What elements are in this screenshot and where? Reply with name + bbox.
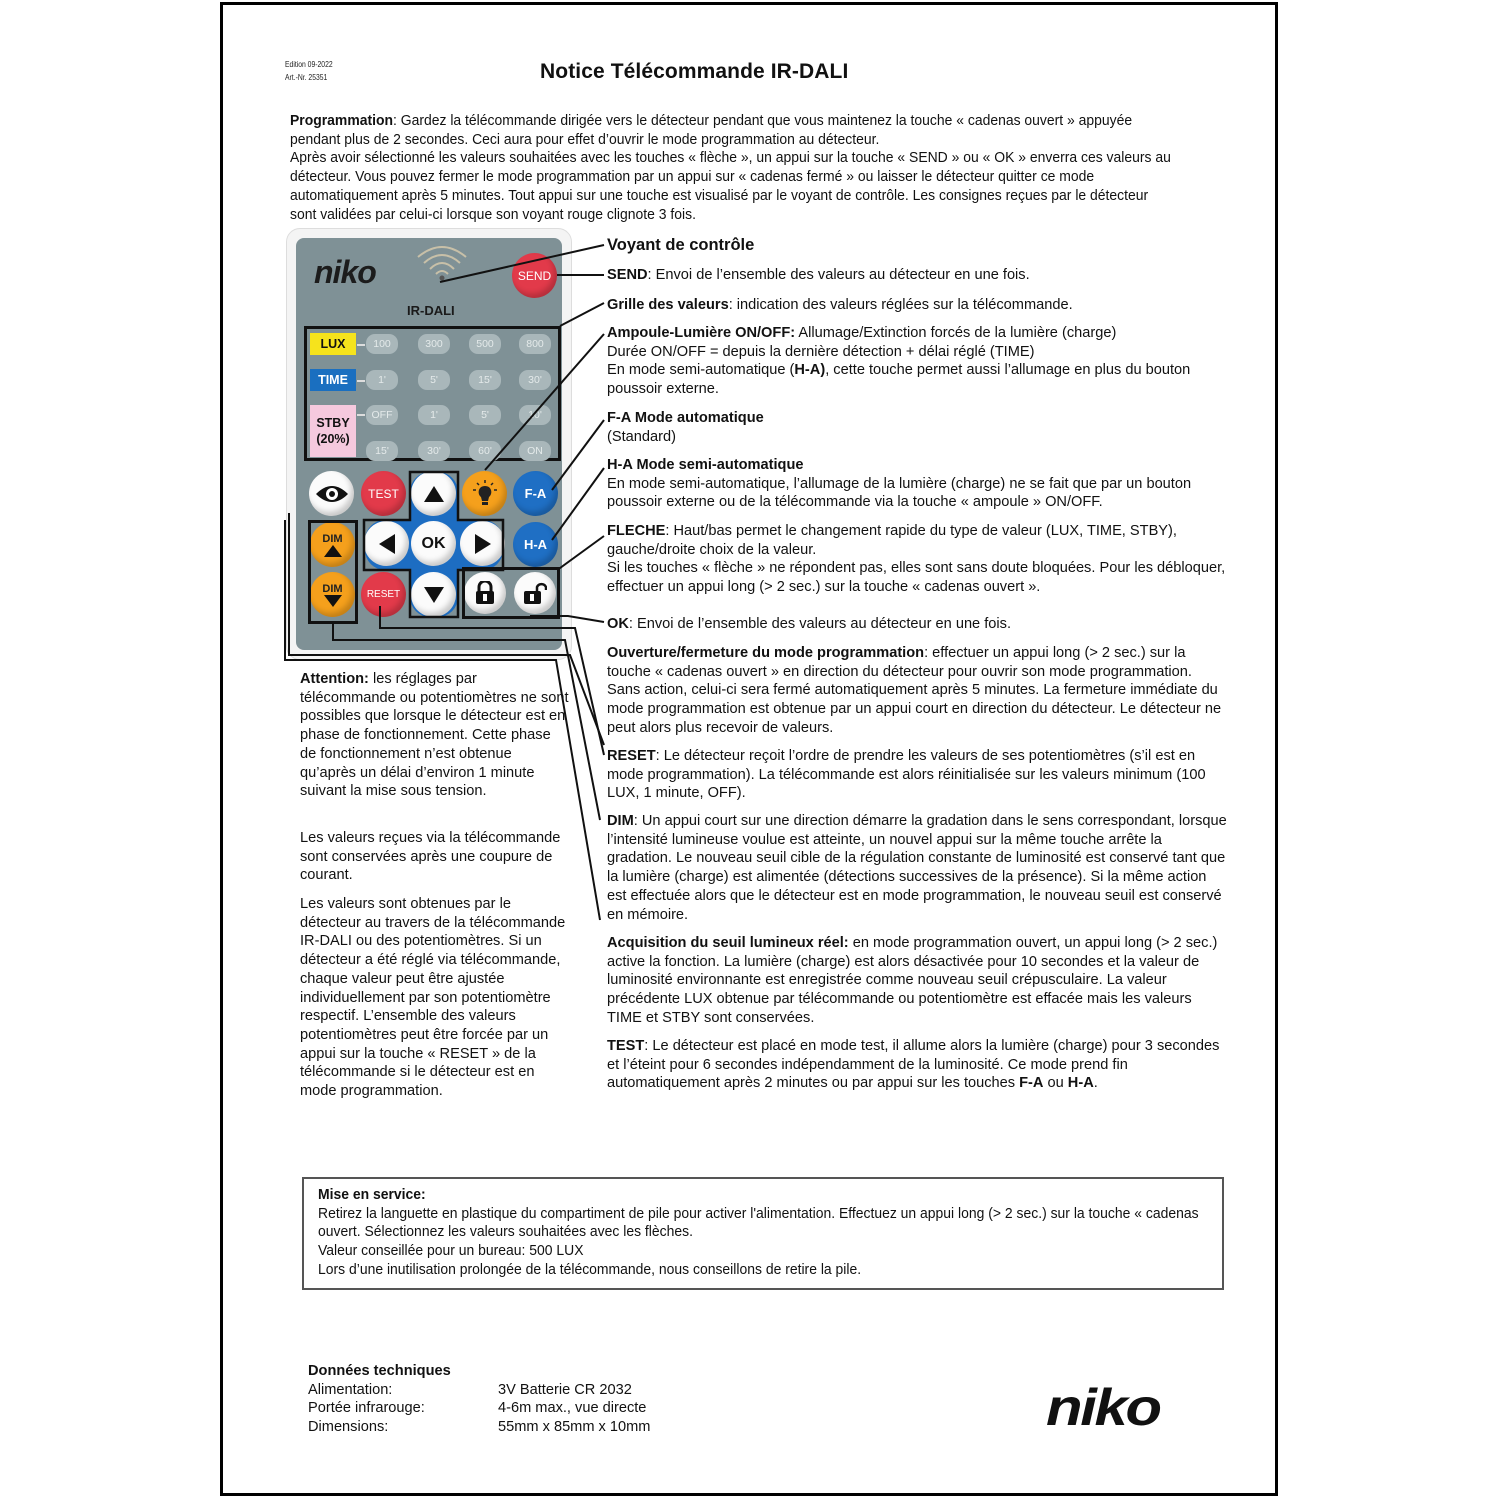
desc-test-text: : Le détecteur est placé en mode test, il allume alors la lumière (charge) pour 3 secondes et l’éteint pour 6 secondes indépendamment de la luminosité. Ce mode prend fin automatiquement après 2 minutes ou par appui sur les touches bbox=[607, 1038, 1220, 1092]
desc-acquisition-text: en mode programmation ouvert, un appui long (> 2 sec.) active la fonction. La lumière (charge) est alors désactivée pour 10 secondes et la valeur de luminosité environnante est enregistrée comme nouveau seuil crépusculaire. La valeur précédente LUX obtenue par télécommande ou potentiomètre est effacée mais les valeurs TIME et STBY sont conservées. bbox=[607, 935, 1218, 1026]
tech-row-power bbox=[308, 1381, 650, 1400]
desc-bulb-text: Allumage/Extinction forcés de la lumière (charge) bbox=[795, 325, 1117, 341]
stby-value-1: 1' bbox=[418, 405, 450, 425]
desc-grid-text: : indication des valeurs réglées sur la télécommande. bbox=[728, 297, 1073, 313]
desc-test-mid: ou bbox=[1043, 1075, 1068, 1092]
ok-button[interactable]: OK bbox=[411, 521, 456, 566]
desc-fa-title: F-A Mode automatique bbox=[607, 410, 764, 426]
lux-value-300: 300 bbox=[418, 334, 450, 354]
desc-ok-title: OK bbox=[607, 616, 629, 632]
dim-down-label: DIM bbox=[322, 582, 343, 595]
reset-button[interactable]: RESET bbox=[361, 572, 406, 617]
desc-reset bbox=[607, 747, 1227, 803]
desc-fleche-line2: Si les touches « flèche » ne répondent pas, elles sont sans doute bloquées. Pour les débloquer, effectuer un appui long (> 2 sec.) sur la touche « cadenas ouvert ». bbox=[607, 560, 1226, 596]
remote-model-label: IR-DALI bbox=[407, 303, 455, 318]
desc-bulb-line3a: En mode semi-automatique ( bbox=[607, 362, 795, 379]
edition-label: Edition 09-2022 bbox=[285, 60, 333, 69]
send-button[interactable]: SEND bbox=[512, 253, 557, 298]
tech-value: 3V Batterie CR 2032 bbox=[498, 1381, 632, 1398]
ha-button[interactable]: H-A bbox=[513, 522, 558, 567]
test-button[interactable]: TEST bbox=[361, 471, 406, 516]
tech-value: 55mm x 85mm x 10mm bbox=[498, 1418, 651, 1435]
note-values-source: Les valeurs sont obtenues par le détecteur au travers de la télécommande IR-DALI ou des potentiomètres. Si un détecteur a été réglé via télécommande, chaque valeur peut être ajustée individuellement par son potentiomètre respectif. L’ensemble des valeurs potentiomètres peut être forcée par un appui sur la touche « RESET » de la télécommande si le détecteur est en mode programmation. bbox=[300, 896, 566, 1100]
desc-test-ha: H-A bbox=[1067, 1075, 1094, 1092]
lux-value-100: 100 bbox=[366, 334, 398, 354]
desc-bulb-line3c: , cette touche permet aussi l’allumage en plus du bouton poussoir externe. bbox=[607, 362, 1191, 398]
remote-brand-logo: niko bbox=[314, 254, 376, 290]
time-value-30: 30' bbox=[519, 370, 551, 390]
stby-label-sub: (20%) bbox=[316, 432, 350, 446]
desc-grid bbox=[607, 296, 1227, 315]
time-label: TIME bbox=[310, 369, 356, 391]
technical-data bbox=[308, 1362, 650, 1436]
tech-value: 4-6m max., vue directe bbox=[498, 1400, 647, 1416]
time-value-15: 15' bbox=[469, 370, 501, 390]
fa-button[interactable]: F-A bbox=[513, 471, 558, 516]
desc-dim-text: : Un appui court sur une direction démarre la gradation dans le sens correspondant, lorsque l’intensité lumineuse voulue est atteinte, un nouvel appui sur la même touche arrête la gradation. Le nouveau seuil cible de la régulation constante de luminosité est conservé tant que la lumière (charge) est alimentée (détections successives de la présence). Si la même action est effectuée alors que le détecteur est en mode programmation, le nouveau seuil est conservé en mémoire. bbox=[607, 813, 1227, 923]
desc-fleche-title: FLECHE bbox=[607, 523, 666, 539]
desc-bulb-line2: Durée ON/OFF = depuis la dernière détection + délai réglé (TIME) bbox=[607, 343, 1035, 360]
desc-test-title: TEST bbox=[607, 1038, 645, 1054]
desc-programming-title: Ouverture/fermeture du mode programmation bbox=[607, 645, 925, 661]
intro-text-2: Après avoir sélectionné les valeurs souhaitées avec les touches « flèche », un appui sur la touche « SEND » ou « OK » enverra ces valeurs au détecteur. Vous pouvez fermer le mode programmation par un appui sur « cadenas fermé » ou laisser le détecteur quitter ce mode automatiquement après 5 minutes. Tout appui sur une touche est visualisé par le voyant de contrôle. Les consignes reçues par le détecteur sont validées par celui-ci lorsque son voyant rouge clignote 3 fois. bbox=[290, 150, 1171, 223]
page-title: Notice Télécommande IR-DALI bbox=[540, 60, 849, 83]
desc-ha-title: H-A Mode semi-automatique bbox=[607, 457, 804, 473]
desc-voyant bbox=[607, 236, 1227, 256]
desc-fa bbox=[607, 409, 1227, 446]
mise-en-service-line3: Lors d’une inutilisation prolongée de la télécommande, nous conseillons de retire la pile. bbox=[318, 1261, 862, 1278]
desc-reset-text: : Le détecteur reçoit l’ordre de prendre les valeurs de ses potentiomètres (s’il est en mode programmation). La télécommande est alors réinitialisée sur les valeurs minimum (100 LUX, 1 minute, OFF). bbox=[607, 748, 1206, 802]
desc-ha-text: En mode semi-automatique, l’allumage de la lumière (charge) ne se fait que par un bouton poussoir externe ou de la télécommande via la touche « ampoule » ON/OFF. bbox=[607, 475, 1192, 511]
stby-value-5: 5' bbox=[469, 405, 501, 425]
desc-bulb-title: Ampoule-Lumière ON/OFF: bbox=[607, 325, 796, 341]
article-number: Art.-Nr. 25351 bbox=[285, 73, 328, 82]
desc-grid-title: Grille des valeurs bbox=[607, 297, 729, 313]
mise-en-service-line2: Valeur conseillée pour un bureau: 500 LUX bbox=[318, 1243, 584, 1260]
attention-text: les réglages par télécommande ou potentiomètres ne sont possibles que lorsque le détecteur est en phase de fonctionnement. Cette phase de fonctionnement n’est obtenue qu’après un délai d’environ 1 minute suivant la mise sous tension. bbox=[300, 671, 569, 800]
time-value-1: 1' bbox=[366, 370, 398, 390]
stby-label-text: STBY bbox=[316, 416, 350, 430]
tech-row-range bbox=[308, 1399, 650, 1418]
tech-key: Alimentation: bbox=[308, 1381, 393, 1398]
stby-value-off: OFF bbox=[366, 405, 398, 425]
mise-en-service-line1: Retirez la languette en plastique du compartiment de pile pour activer l'alimentation. Effectuez un appui long (> 2 sec.) sur la touche « cadenas ouvert. Sélectionnez les valeurs souhaitées avec les flèches. bbox=[318, 1205, 1199, 1241]
attention-note bbox=[300, 670, 570, 801]
desc-fa-text: (Standard) bbox=[607, 428, 676, 445]
desc-send-text: : Envoi de l’ensemble des valeurs au détecteur en une fois. bbox=[647, 267, 1030, 283]
stby-value-10: 10' bbox=[519, 405, 551, 425]
desc-reset-title: RESET bbox=[607, 748, 656, 764]
lux-value-800: 800 bbox=[519, 334, 551, 354]
lux-label: LUX bbox=[310, 333, 356, 355]
intro-label: Programmation bbox=[290, 113, 394, 129]
desc-acquisition-title: Acquisition du seuil lumineux réel: bbox=[607, 935, 849, 951]
desc-dim bbox=[607, 812, 1227, 924]
tech-key: Portée infrarouge: bbox=[308, 1400, 425, 1416]
mise-en-service-title: Mise en service: bbox=[318, 1187, 426, 1203]
desc-test-fa: F-A bbox=[1019, 1075, 1044, 1092]
desc-programming-text: : effectuer un appui long (> 2 sec.) sur la touche « cadenas ouvert » en direction du détecteur pour ouvrir son mode programmation. Sans action, celui-ci sera fermé automatiquement après 5 minutes. La fermeture immédiate du mode programmation est obtenue par un appui court en direction du détecteur. Le détecteur ne peut alors plus recevoir de valeurs. bbox=[607, 645, 1222, 736]
mise-en-service-box bbox=[302, 1177, 1224, 1290]
stby-value-15: 15' bbox=[366, 441, 398, 461]
desc-send bbox=[607, 266, 1227, 285]
desc-ha bbox=[607, 456, 1227, 512]
time-value-5: 5' bbox=[418, 370, 450, 390]
desc-programming-mode bbox=[607, 644, 1227, 738]
desc-fleche-text: : Haut/bas permet le changement rapide du type de valeur (LUX, TIME, STBY), gauche/droite choix de la valeur. bbox=[607, 523, 1177, 558]
desc-send-title: SEND bbox=[607, 267, 648, 283]
attention-label: Attention: bbox=[300, 671, 369, 687]
desc-voyant-title: Voyant de contrôle bbox=[607, 236, 755, 254]
desc-dim-title: DIM bbox=[607, 813, 634, 829]
stby-value-60: 60' bbox=[469, 441, 501, 461]
intro-text-1: : Gardez la télécommande dirigée vers le détecteur pendant que vous maintenez la touche « cadenas ouvert » appuyée pendant plus de 2 secondes. Ceci aura pour effet d’ouvrir le mode programmation au détecteur. bbox=[290, 113, 1133, 148]
desc-test-end: . bbox=[1093, 1075, 1098, 1092]
desc-fleche bbox=[607, 522, 1227, 597]
dim-up-label: DIM bbox=[322, 532, 343, 545]
desc-bulb bbox=[607, 324, 1227, 399]
stby-value-on: ON bbox=[519, 441, 551, 461]
tech-key: Dimensions: bbox=[308, 1418, 389, 1435]
lux-value-500: 500 bbox=[469, 334, 501, 354]
desc-acquisition bbox=[607, 934, 1227, 1028]
desc-test bbox=[607, 1037, 1227, 1093]
niko-logo: niko bbox=[1046, 1379, 1160, 1437]
stby-value-30: 30' bbox=[418, 441, 450, 461]
desc-bulb-line3b: H-A) bbox=[794, 362, 826, 379]
tech-row-dimensions bbox=[308, 1418, 650, 1437]
note-values-kept: Les valeurs reçues via la télécommande sont conservées après une coupure de courant. bbox=[300, 830, 561, 884]
technical-title: Données techniques bbox=[308, 1363, 451, 1379]
desc-ok bbox=[607, 615, 1227, 634]
desc-ok-text: : Envoi de l’ensemble des valeurs au détecteur en une fois. bbox=[628, 616, 1011, 632]
